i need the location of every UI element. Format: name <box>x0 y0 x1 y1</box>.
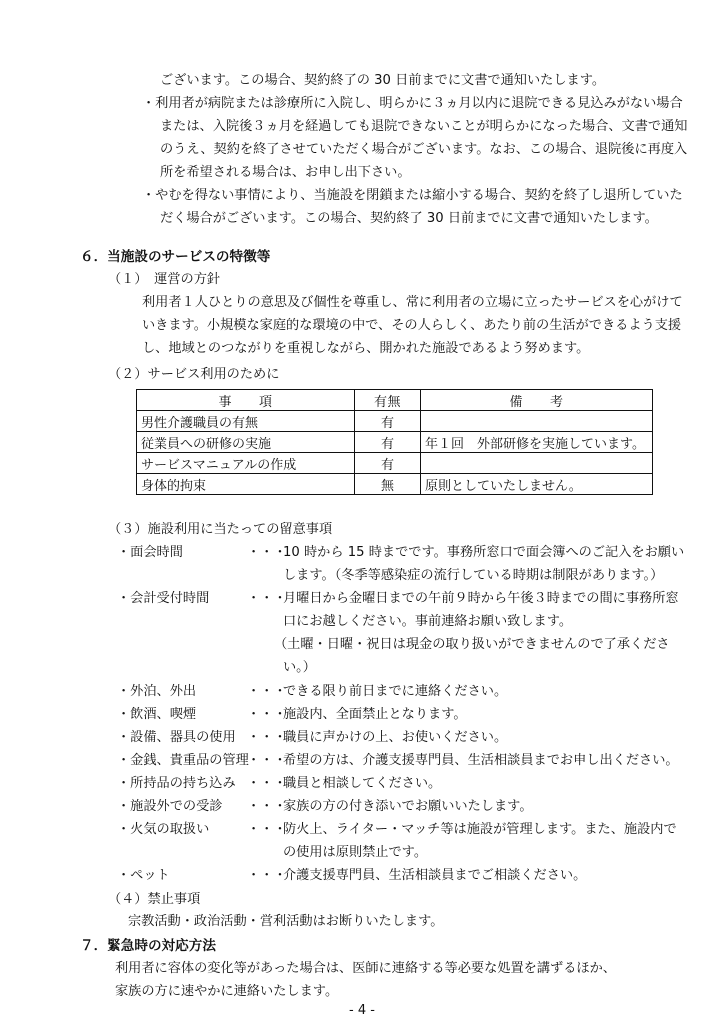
table-header-row <box>137 390 653 411</box>
subsection-heading: （２）サービス利用のために <box>108 367 280 382</box>
notes-item-text: 職員に声かけの上、お使いください。 <box>283 730 508 745</box>
subsection-heading: （１） 運営の方針 <box>108 272 221 287</box>
table-cell: 男性介護職員の有無 <box>137 411 355 432</box>
notes-item-separator: ・・・ <box>247 707 287 722</box>
table-cell: 身体的拘束 <box>137 474 355 495</box>
table-cell: 原則としていたしません。 <box>421 474 653 495</box>
continuation-line: 所を希望される場合は、お申し出下さい。 <box>160 165 411 180</box>
continuation-line: だく場合がございます。この場合、契約終了 30 日前までに文書で通知いたします。 <box>160 211 658 226</box>
notes-item-text: 防火上、ライター・マッチ等は施設が管理します。また、施設内で <box>283 822 677 837</box>
notes-item-text: 家族の方の付き添いでお願いいたします。 <box>283 799 533 814</box>
paragraph-line: し、地域とのつながりを重視しながら、開かれた施設であるよう努めます。 <box>142 341 590 356</box>
section-heading: ７．緊急時の対応方法 <box>80 938 216 954</box>
notes-item-separator: ・・・ <box>247 684 287 699</box>
section-heading: ６．当施設のサービスの特徴等 <box>80 249 271 265</box>
subsection-heading: （４）禁止事項 <box>108 892 201 907</box>
paragraph-line: 利用者に容体の変化等があった場合は、医師に連絡する等必要な処置を講ずるほか、 <box>115 961 616 976</box>
notes-item-text: できる限り前日までに連絡ください。 <box>283 684 508 699</box>
continuation-line: ございます。この場合、契約終了の 30 日前までに文書で通知いたします。 <box>160 73 606 88</box>
notes-item-label: ・面会時間 <box>117 545 183 560</box>
notes-item-separator: ・・・ <box>247 822 287 837</box>
notes-item-label: ・外泊、外出 <box>117 684 197 699</box>
notes-item-separator: ・・・ <box>247 591 287 606</box>
table-row <box>137 411 653 432</box>
continuation-line: ・利用者が病院または診療所に入院し、明らかに３ヵ月以内に退院できる見込みがない場合 <box>142 96 683 111</box>
table-row <box>137 432 653 453</box>
notes-item-text: 10 時から 15 時までです。事務所窓口で面会簿へのご記入をお願い <box>283 545 685 560</box>
notes-item-label: ・会計受付時間 <box>117 591 210 606</box>
table-header: 備 考 <box>421 390 653 411</box>
notes-item-separator: ・・・ <box>247 776 287 791</box>
notes-item-label: ・飲酒、喫煙 <box>117 707 197 722</box>
notes-item-text: 職員と相談してください。 <box>283 776 442 791</box>
notes-item-separator: ・・・ <box>247 799 287 814</box>
notes-item-label: ・所持品の持ち込み <box>117 776 236 791</box>
table-cell: 無 <box>355 474 421 495</box>
paragraph-line: いきます。小規模な家庭的な環境の中で、その人らしく、あたり前の生活ができるよう支援 <box>142 318 682 333</box>
table-header: 有無 <box>355 390 421 411</box>
notes-item-separator: ・・・ <box>247 868 287 883</box>
table-cell: 有 <box>355 432 421 453</box>
table-cell: 従業員への研修の実施 <box>137 432 355 453</box>
notes-item-separator: ・・・ <box>247 753 287 768</box>
notes-item-text: （土曜・日曜・祝日は現金の取り扱いができませんので了承くださ <box>274 637 670 652</box>
page-number: - 4 - <box>349 1003 375 1018</box>
continuation-line: ・やむを得ない事情により、当施設を閉鎖または縮小する場合、契約を終了し退所していた <box>142 188 683 203</box>
notes-item-label: ・ペット <box>117 868 170 883</box>
table-row <box>137 474 653 495</box>
notes-item-text: 希望の方は、介護支援専門員、生活相談員までお申し出ください。 <box>283 753 679 768</box>
notes-item-text: 月曜日から金曜日までの午前９時から午後３時までの間に事務所窓 <box>283 591 679 606</box>
notes-item-separator: ・・・ <box>247 730 287 745</box>
notes-item-text: の使用は原則禁止です。 <box>283 845 428 860</box>
notes-item-text: 口にお越しください。事前連絡お願い致します。 <box>283 614 573 629</box>
paragraph-line: 家族の方に速やかに連絡いたします。 <box>115 984 339 999</box>
notes-item-text: い。） <box>283 660 316 675</box>
table-row <box>137 453 653 474</box>
notes-item-label: ・金銭、貴重品の管理 <box>117 753 249 768</box>
notes-item-text: 介護支援専門員、生活相談員までご相談ください。 <box>283 868 587 883</box>
notes-item-text: 施設内、全面禁止となります。 <box>283 707 467 722</box>
continuation-line: または、入院後３ヵ月を経過しても退院できないことが明らかになった場合、文書で通知 <box>160 119 688 134</box>
table-cell: 年１回 外部研修を実施しています。 <box>421 432 653 453</box>
table-cell <box>421 453 653 474</box>
table-cell: サービスマニュアルの作成 <box>137 453 355 474</box>
table-header: 事 項 <box>137 390 355 411</box>
notes-item-label: ・施設外での受診 <box>117 799 223 814</box>
subsection-heading: （３）施設利用に当たっての留意事項 <box>108 522 333 537</box>
service-table <box>136 389 653 495</box>
notes-item-separator: ・・・ <box>247 545 287 560</box>
table-cell <box>421 411 653 432</box>
table-cell: 有 <box>355 411 421 432</box>
notes-item-label: ・設備、器具の使用 <box>117 730 236 745</box>
notes-item-label: ・火気の取扱い <box>117 822 210 837</box>
paragraph-line: 利用者１人ひとりの意思及び個性を尊重し、常に利用者の立場に立ったサービスを心がけて <box>142 295 683 310</box>
continuation-line: のうえ、契約を終了させていただく場合がございます。なお、この場合、退院後に再度入 <box>160 142 688 157</box>
notes-item-text: します。（冬季等感染症の流行している時期は制限があります。） <box>283 568 664 583</box>
table-cell: 有 <box>355 453 421 474</box>
paragraph-line: 宗教活動・政治活動・営利活動はお断りいたします。 <box>128 914 444 929</box>
